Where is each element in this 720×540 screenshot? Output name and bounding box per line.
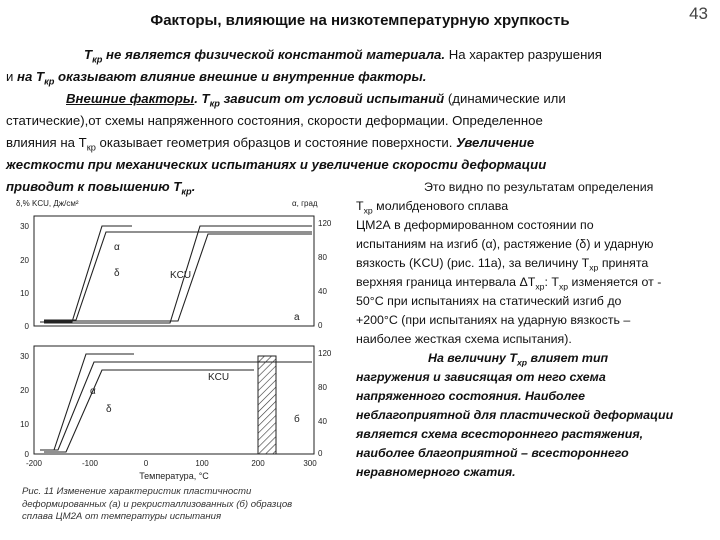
text-frag: влияет тип [527,351,609,365]
y-axis-label-left: δ,% KCU, Дж/см² [16,199,79,208]
x-tick: 300 [303,459,317,468]
text-frag: неблагоприятной для пластической деформации [356,408,674,422]
text-frag: зависит от условий испытаний [219,91,445,106]
text-frag: приводит к повышению Т [6,179,182,194]
right-line-3 [356,216,594,236]
text-frag: (динамические или [444,91,566,106]
text-sub: кр [209,98,220,109]
text-frag: наиболее жесткая схема испытания). [356,332,572,346]
top-left-tick: 0 [24,322,29,331]
paragraph-line-6 [6,154,546,176]
label-kcu-top: KCU [170,270,192,281]
text-frag: . Т [194,91,210,106]
top-left-tick: 10 [20,289,29,298]
label-kcu-bottom: KCU [208,372,230,383]
x-tick: 100 [195,459,209,468]
paragraph-line-4 [6,110,543,132]
label-alpha-top: α [114,242,120,253]
label-alpha-bottom: α [90,386,96,397]
text-frag: Внешние факторы [66,91,195,106]
text-frag: оказывает геометрия образцов и состояние поверхности. [95,135,453,150]
text-frag: вязкость (KCU) (рис. 11а), за величину Т [356,256,590,270]
panel-label-a: а [294,312,300,323]
bottom-right-tick: 120 [318,349,332,358]
right-line-12 [356,387,585,407]
right-line-1 [356,178,653,198]
top-right-tick: 0 [318,321,323,330]
text-frag: и [6,69,18,84]
text-frag: является схема всестороннего растяжения, [356,427,644,441]
text-frag: . [191,179,196,194]
bottom-left-tick: 10 [20,420,29,429]
text-frag: напряженного состояния. Наиболее [356,389,585,403]
figure-caption [22,486,342,524]
y-axis-label-right: α, град [292,199,318,208]
text-sub: кр [181,186,192,197]
text-sub: кр [86,142,96,153]
text-frag: верхняя граница интервала ΔТ [356,275,536,289]
text-sub: хр [589,262,599,273]
right-line-13 [356,406,673,426]
x-tick: -100 [81,459,99,468]
page-number: 43 [689,4,708,23]
text-frag: не является физической константой материала. [102,47,446,62]
text-frag: оказывают влияние внешние и внутренние факторы. [54,69,427,84]
text-frag: На характер разрушения [445,47,602,62]
bottom-left-tick: 30 [20,352,29,361]
right-line-11 [356,368,606,388]
right-line-4 [356,235,653,255]
text-frag: Т [356,199,364,213]
top-right-tick: 80 [318,253,327,262]
text-sub: кр [92,54,103,65]
top-left-tick: 20 [20,256,29,265]
bottom-right-tick: 0 [318,449,323,458]
right-line-8 [356,311,630,331]
text-frag: неравномерного сжатия. [356,465,516,479]
bottom-left-tick: 20 [20,386,29,395]
slide-title: Факторы, влияющие на низкотемпературную хрупкость [150,12,570,29]
text-sub: хр [558,281,569,292]
text-frag: жесткости при механических испытаниях и увеличение скорости деформации [6,157,547,172]
text-frag: 50°С при испытаниях на статический изгиб до [356,294,622,308]
bottom-left-tick: 0 [24,450,29,459]
text-sub: хр [516,357,528,368]
text-frag: молибденового сплава [372,199,509,213]
text-frag: Т [84,47,93,62]
text-frag: Это видно по результатам определения [424,180,654,194]
text-frag: испытаниям на изгиб (α), растяжение (δ) и ударную [356,237,654,251]
caption-line: Рис. 11 Изменение характеристик пластичности [22,486,252,497]
text-frag: изменяется от - [568,275,662,289]
text-frag: : Т [544,275,559,289]
caption-line: сплава ЦМ2А от температуры испытания [22,511,222,522]
bottom-right-tick: 80 [318,383,327,392]
text-frag: ЦМ2А в деформированном состоянии по [356,218,594,232]
caption-line: деформированных (а) и рекристаллизованных (б) образцов [22,498,293,510]
text-frag: На величину Т [428,351,517,365]
kcu-hatched-band [258,356,276,454]
x-tick: 200 [251,459,265,468]
text-frag: статические),от схемы напряженного состояния, скорости деформации. Определенное [6,113,543,128]
panel-label-b: б [294,414,300,425]
bottom-curve-alpha [40,354,134,450]
text-frag: наиболее благоприятной – всестороннего [356,446,629,460]
text-frag: на Т [17,69,45,84]
text-frag: +200°С (при испытаниях на ударную вязкость – [356,313,631,327]
right-line-15 [356,444,629,464]
label-delta-bottom: δ [106,404,112,415]
text-frag: влияния на Т [6,135,87,150]
text-frag: принята [598,256,649,270]
label-delta-top: δ [114,268,120,279]
x-tick: 0 [143,459,149,468]
text-sub: хр [535,281,545,292]
text-frag: нагружения и зависящая от него схема [356,370,606,384]
text-sub: хр [363,205,373,216]
right-line-7 [356,292,621,312]
top-right-tick: 120 [318,219,332,228]
x-tick: -200 [25,459,43,468]
bottom-right-tick: 40 [318,417,327,426]
text-sub: кр [44,76,55,87]
text-frag: Увеличение [452,135,535,150]
top-right-tick: 40 [318,287,327,296]
top-left-tick: 30 [20,222,29,231]
right-line-14 [356,425,643,445]
right-line-9 [356,330,572,350]
x-axis-label: Температура, °С [139,471,209,481]
right-line-16 [356,463,516,483]
figure-plots [14,196,344,486]
